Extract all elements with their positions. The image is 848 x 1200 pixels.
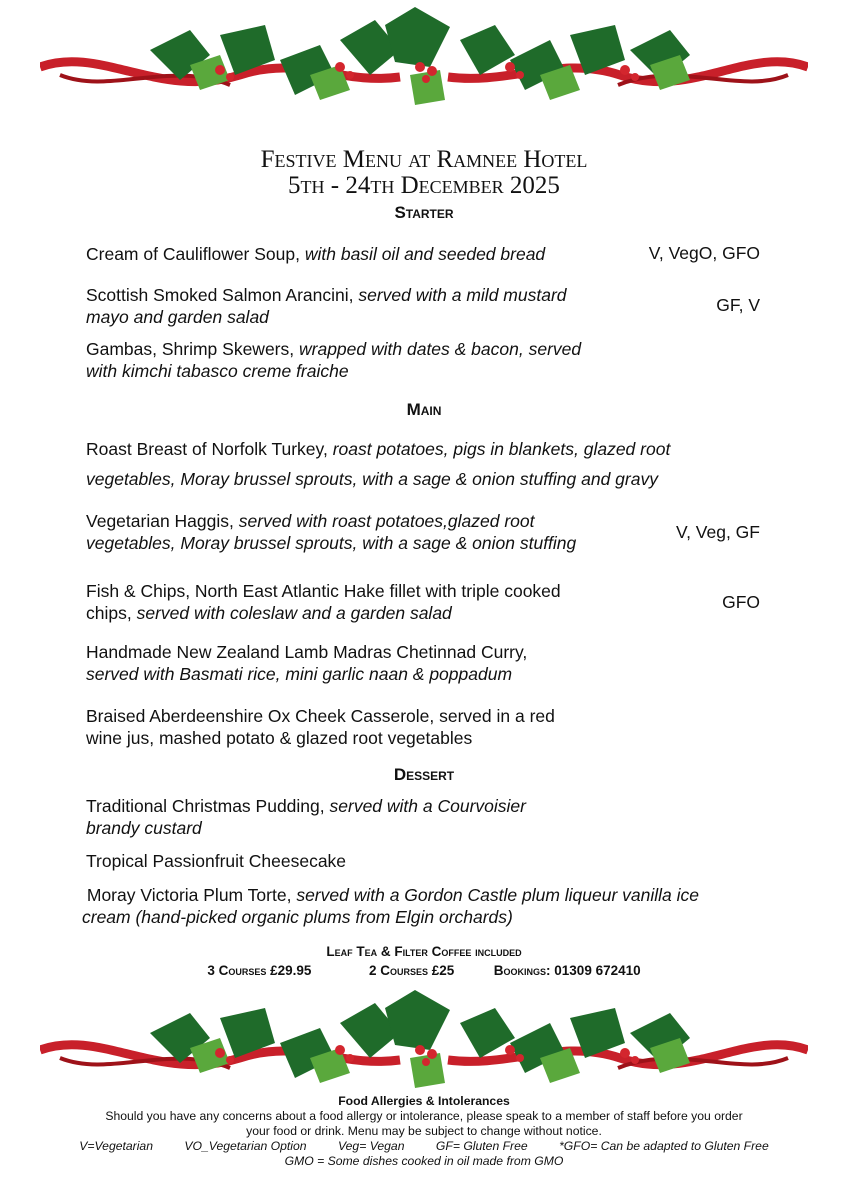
menu-item: Roast Breast of Norfolk Turkey, roast potatoes, pigs in blankets, glazed root vegetables, Moray brussel sprouts, with a sage & onion stuffing and gravy <box>86 439 671 489</box>
menu-dates: 5th - 24th December 2025 <box>288 172 560 199</box>
price-2-courses: 2 Courses £25 <box>368 963 455 978</box>
bookings-phone: Bookings: 01309 672410 <box>493 963 641 978</box>
dietary-legend <box>0 1139 848 1154</box>
dietary-tags: V, Veg, GF <box>676 522 760 542</box>
legend-item: Veg= Vegan <box>337 1139 405 1153</box>
menu-item: Traditional Christmas Pudding, served with a Courvoisier brandy custard <box>86 796 526 838</box>
menu-title: Festive Menu at Ramnee Hotel <box>260 146 588 173</box>
menu-item: Gambas, Shrimp Skewers, wrapped with dates & bacon, served with kimchi tabasco creme fraiche <box>86 339 582 381</box>
price-3-courses: 3 Courses £29.95 <box>207 963 312 978</box>
section-title-main: Main <box>406 400 442 419</box>
legend-item: *GFO= Can be adapted to Gluten Free <box>559 1139 769 1153</box>
holly-garland-bottom-icon <box>40 988 808 1098</box>
gmo-note: GMO = Some dishes cooked in oil made from GMO <box>284 1154 564 1168</box>
menu-item: Tropical Passionfruit Cheesecake <box>86 851 347 871</box>
allergy-heading: Food Allergies & Intolerances <box>338 1094 510 1108</box>
allergy-text-line2: your food or drink. Menu may be subject to change without notice. <box>246 1124 602 1138</box>
allergy-text-line1: Should you have any concerns about a food allergy or intolerance, please speak to a member of staff before you order <box>105 1109 743 1123</box>
section-title-dessert: Dessert <box>393 765 455 784</box>
menu-item: Vegetarian Haggis, served with roast potatoes,glazed root vegetables, Moray brussel sprouts, with a sage & onion stuffing <box>86 511 577 553</box>
dietary-tags: GF, V <box>716 295 760 315</box>
menu-item: Scottish Smoked Salmon Arancini, served with a mild mustard mayo and garden salad <box>86 285 567 327</box>
menu-item: Cream of Cauliflower Soup, with basil oil and seeded bread <box>86 244 546 264</box>
dietary-tags: GFO <box>722 592 760 612</box>
legend-item: VO_Vegetarian Option <box>184 1139 307 1153</box>
included-note: Leaf Tea & Filter Coffee included <box>326 944 522 959</box>
legend-item: V=Vegetarian <box>79 1139 153 1153</box>
allergy-notice <box>0 1094 848 1169</box>
menu-item: Handmade New Zealand Lamb Madras Chetinnad Curry, served with Basmati rice, mini garlic naan & poppadum <box>86 642 528 684</box>
dietary-tags: V, VegO, GFO <box>648 243 760 263</box>
section-title-starter: Starter <box>394 203 454 222</box>
menu-item: Moray Victoria Plum Torte, served with a Gordon Castle plum liqueur vanilla ice cream (hand-picked organic plums from Elgin orchards) <box>82 885 700 927</box>
holly-garland-top-icon <box>40 5 808 115</box>
menu-item: Fish & Chips, North East Atlantic Hake fillet with triple cooked chips, served with coleslaw and a garden salad <box>86 581 561 623</box>
price-line <box>0 963 848 978</box>
legend-item: GF= Gluten Free <box>435 1139 528 1153</box>
menu-item: Braised Aberdeenshire Ox Cheek Casserole, served in a red wine jus, mashed potato & glazed root vegetables <box>86 706 555 748</box>
